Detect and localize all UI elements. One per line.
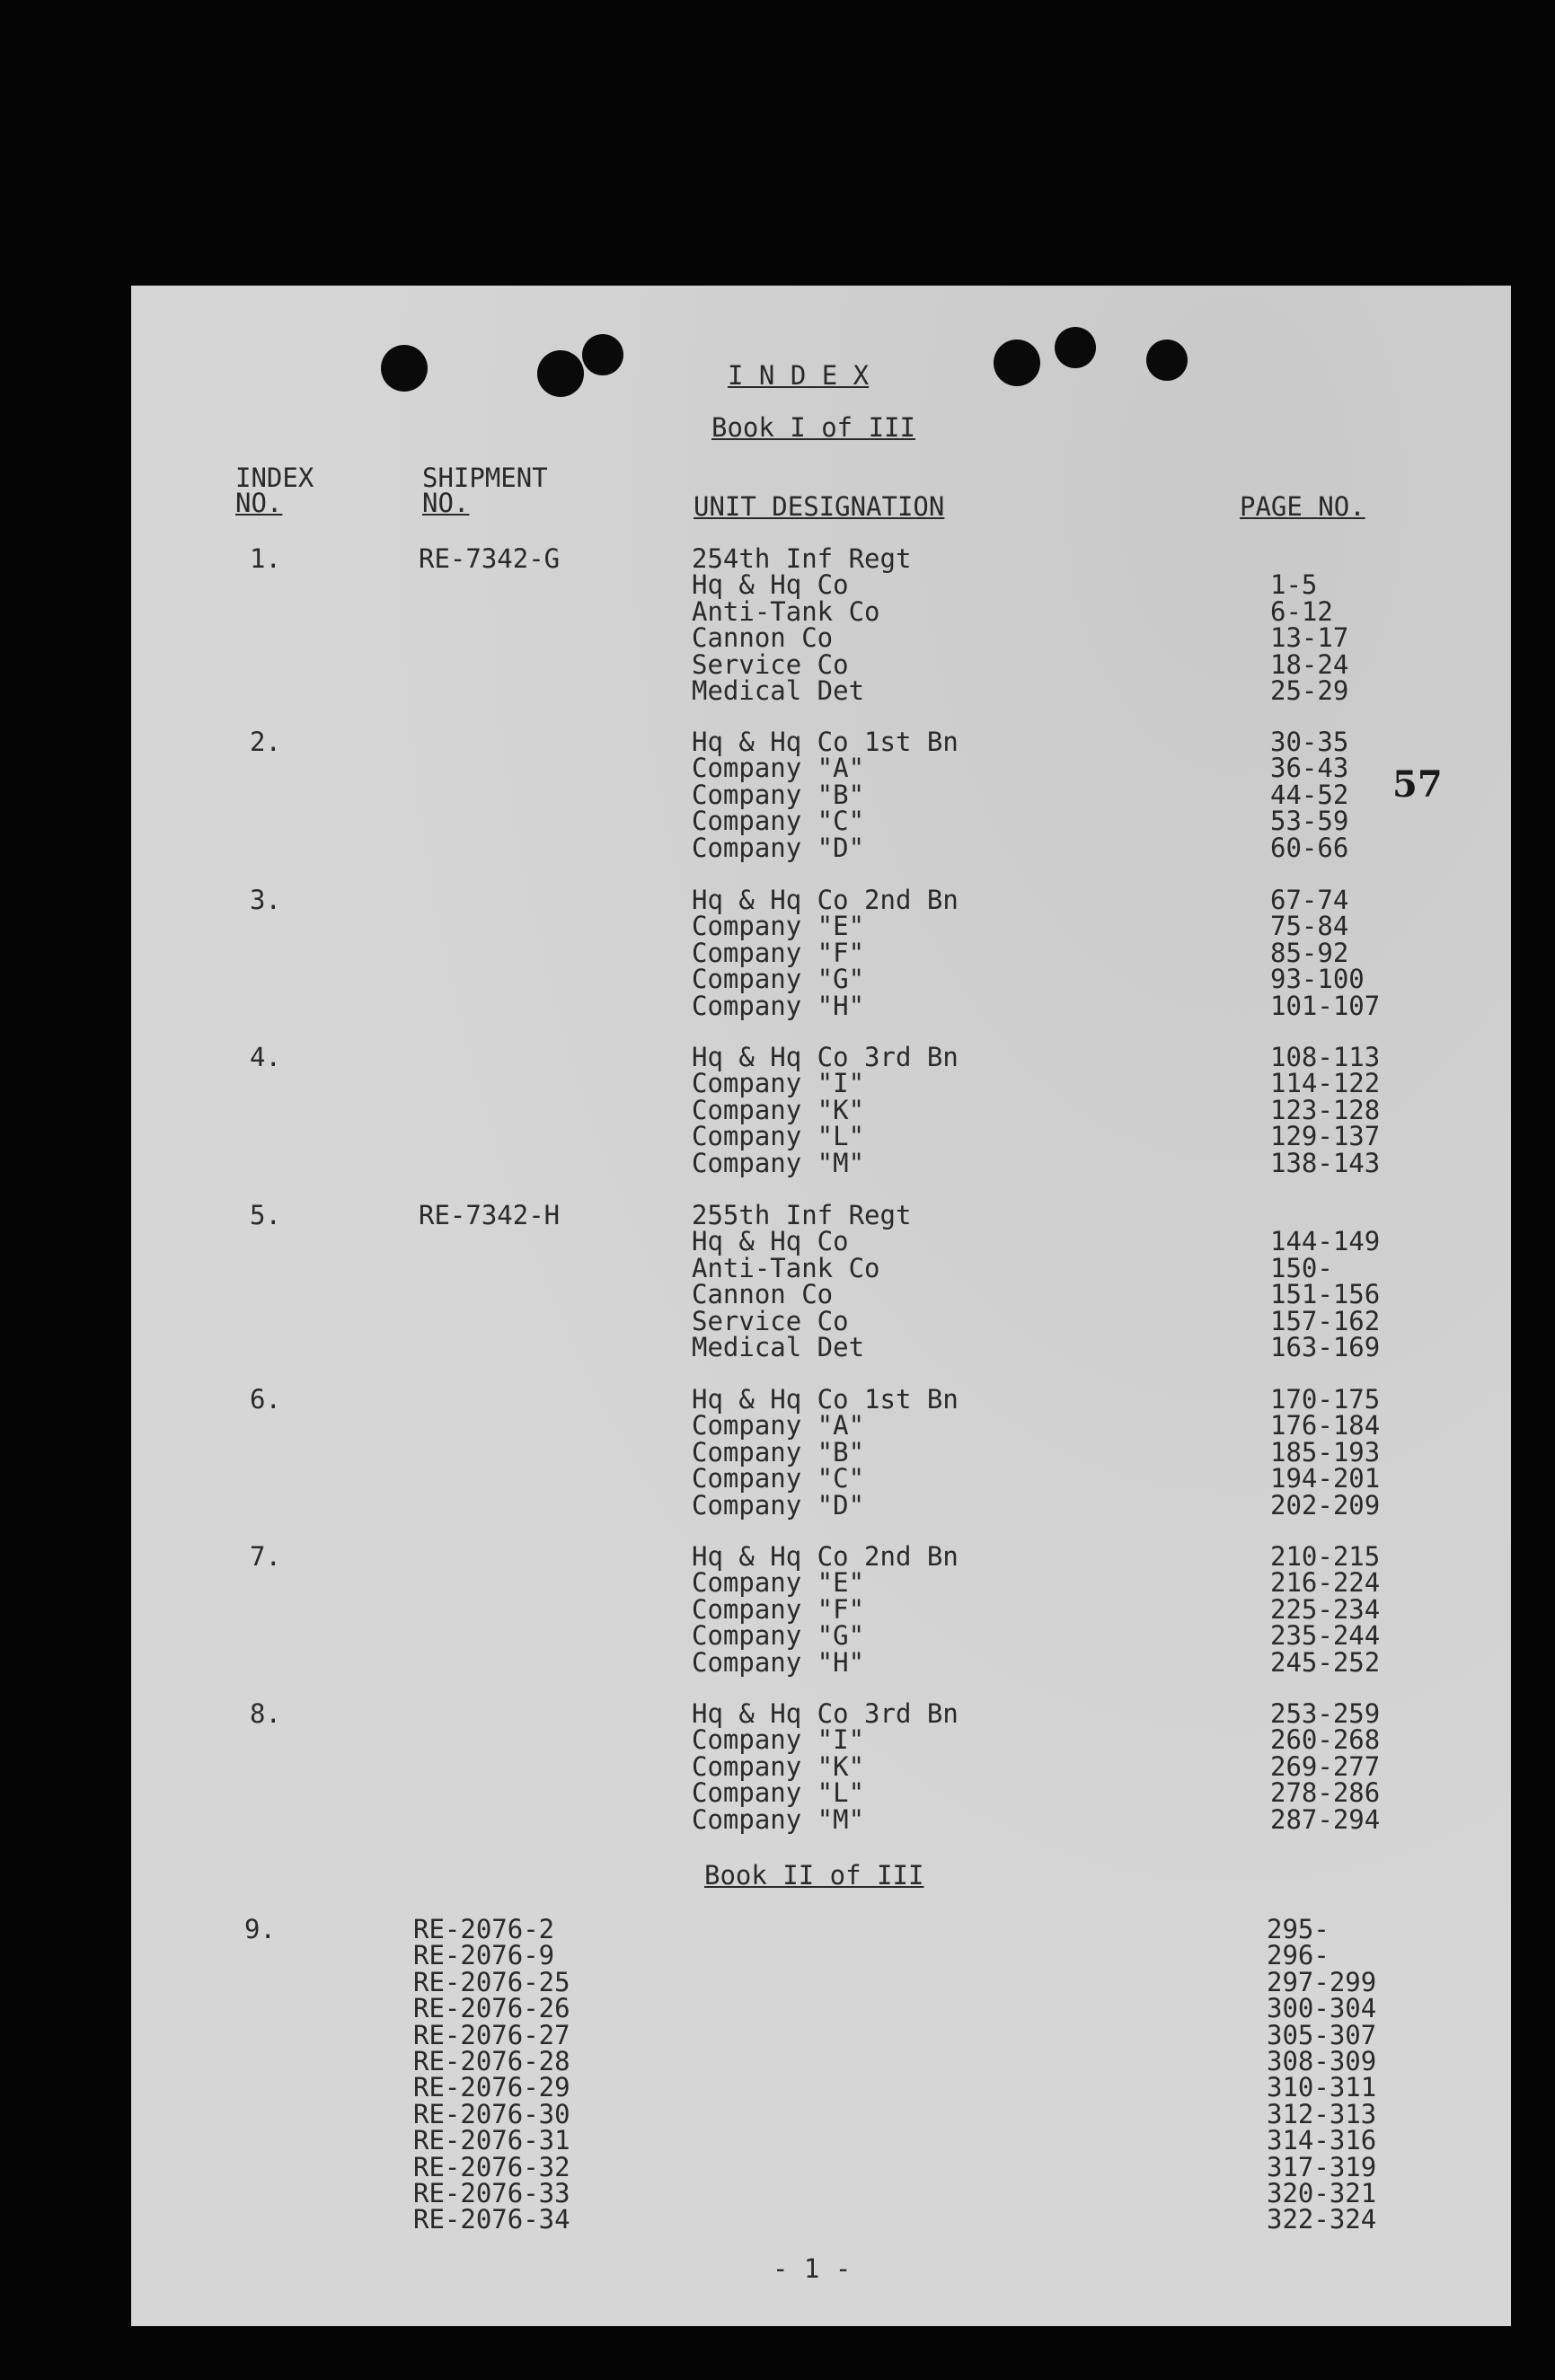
page-range: 129-137 (1270, 1121, 1381, 1152)
page-range: 44-52 (1270, 779, 1349, 810)
unit-designation: Company "A" (692, 1410, 865, 1441)
page-range: 123-128 (1270, 1094, 1381, 1125)
shipment-number: RE-2076-32 (413, 2151, 570, 2182)
page-range: 1-5 (1270, 569, 1318, 601)
unit-designation: Hq & Hq Co 1st Bn (692, 1384, 959, 1415)
shipment-number: RE-2076-2 (413, 1914, 555, 1944)
page-range: 150- (1270, 1252, 1333, 1283)
unit-designation: Anti-Tank Co (692, 1252, 880, 1283)
punch-hole (1055, 327, 1096, 368)
page-range: 6-12 (1270, 595, 1333, 627)
index-no-header-2: NO. (235, 488, 283, 518)
page-range: 297-299 (1267, 1966, 1377, 1997)
unit-designation: Company "D" (692, 1489, 865, 1521)
page-range: 314-316 (1267, 2125, 1377, 2156)
page-range: 287-294 (1270, 1803, 1381, 1835)
unit-designation: 254th Inf Regt (692, 543, 912, 574)
page-range: 305-307 (1267, 2019, 1377, 2050)
page-range: 60-66 (1270, 832, 1349, 863)
unit-designation: Company "K" (692, 1094, 865, 1125)
punch-hole (537, 350, 584, 397)
page-range: 25-29 (1270, 675, 1349, 706)
page-range: 53-59 (1270, 806, 1349, 837)
punch-hole (381, 345, 428, 392)
page-range: 245-252 (1270, 1646, 1381, 1678)
index-number: 1. (250, 543, 281, 574)
page-range: 312-313 (1267, 2098, 1377, 2129)
unit-designation: Company "I" (692, 1068, 865, 1099)
index-number: 9. (244, 1914, 276, 1944)
page-range: 225-234 (1270, 1593, 1381, 1625)
page-range: 317-319 (1267, 2151, 1377, 2182)
book-heading-1: Book I of III (711, 412, 915, 443)
shipment-number: RE-2076-33 (413, 2178, 570, 2208)
unit-designation: Company "F" (692, 1593, 865, 1625)
index-number: 8. (250, 1698, 281, 1729)
unit-designation: Company "H" (692, 990, 865, 1021)
unit-designation: Hq & Hq Co 3rd Bn (692, 1042, 959, 1072)
page-range: 300-304 (1267, 1993, 1377, 2024)
page-number: - 1 - (773, 2253, 852, 2284)
page-range: 85-92 (1270, 937, 1349, 968)
page-range: 185-193 (1270, 1436, 1381, 1468)
page-range: 163-169 (1270, 1332, 1381, 1362)
page-range: 320-321 (1267, 2178, 1377, 2208)
unit-designation: Hq & Hq Co 2nd Bn (692, 885, 959, 915)
unit-designation: Anti-Tank Co (692, 595, 880, 627)
page-range: 18-24 (1270, 648, 1349, 680)
page-range: 75-84 (1270, 911, 1349, 942)
shipment-number: RE-2076-30 (413, 2098, 570, 2129)
page-range: 176-184 (1270, 1410, 1381, 1441)
unit-designation: 255th Inf Regt (692, 1200, 912, 1230)
page-range: 260-268 (1270, 1724, 1381, 1756)
unit-designation: Hq & Hq Co 1st Bn (692, 727, 959, 757)
shipment-number: RE-2076-9 (413, 1940, 555, 1971)
unit-designation: Company "A" (692, 753, 865, 784)
page-range: 310-311 (1267, 2072, 1377, 2103)
page-range: 13-17 (1270, 622, 1349, 654)
shipment-number: RE-2076-31 (413, 2125, 570, 2156)
page-range: 170-175 (1270, 1384, 1381, 1415)
unit-designation: Company "E" (692, 911, 865, 942)
unit-designation: Company "C" (692, 1463, 865, 1494)
index-number: 5. (250, 1200, 281, 1230)
index-number: 2. (250, 727, 281, 757)
page-no-header: PAGE NO. (1240, 491, 1365, 522)
unit-designation: Cannon Co (692, 1279, 834, 1310)
book-heading-2: Book II of III (704, 1860, 924, 1891)
unit-designation: Company "M" (692, 1147, 865, 1178)
index-number: 7. (250, 1541, 281, 1572)
unit-designation: Service Co (692, 1305, 849, 1336)
page-range: 138-143 (1270, 1147, 1381, 1178)
unit-designation: Company "E" (692, 1567, 865, 1599)
page-range: 114-122 (1270, 1068, 1381, 1099)
unit-designation: Company "C" (692, 806, 865, 837)
unit-designation: Company "M" (692, 1803, 865, 1835)
page-range: 144-149 (1270, 1226, 1381, 1257)
punch-hole (582, 334, 623, 375)
page-range: 101-107 (1270, 990, 1381, 1021)
shipment-number: RE-2076-26 (413, 1993, 570, 2024)
unit-designation: Company "B" (692, 1436, 865, 1468)
index-no-header-1: INDEX (235, 463, 314, 493)
page-title: I N D E X (728, 360, 870, 391)
unit-designation: Company "D" (692, 832, 865, 863)
unit-designation: Cannon Co (692, 622, 834, 654)
page-range: 278-286 (1270, 1777, 1381, 1809)
shipment-number: RE-2076-29 (413, 2072, 570, 2103)
unit-designation: Company "K" (692, 1750, 865, 1782)
page-range: 322-324 (1267, 2204, 1377, 2235)
unit-designation: Medical Det (692, 1332, 865, 1362)
page-range: 210-215 (1270, 1541, 1381, 1572)
shipment-number: RE-7342-G (419, 543, 561, 574)
page-range: 295- (1267, 1914, 1330, 1944)
page-range: 253-259 (1270, 1698, 1381, 1729)
unit-designation: Hq & Hq Co (692, 1226, 849, 1257)
index-number: 3. (250, 885, 281, 915)
page-range: 36-43 (1270, 753, 1349, 784)
page-range: 67-74 (1270, 885, 1349, 915)
page-range: 216-224 (1270, 1567, 1381, 1599)
punch-hole (1146, 339, 1188, 381)
unit-designation: Hq & Hq Co 3rd Bn (692, 1698, 959, 1729)
unit-designation: Company "G" (692, 964, 865, 995)
page-range: 151-156 (1270, 1279, 1381, 1310)
unit-designation: Company "G" (692, 1620, 865, 1652)
shipment-number: RE-7342-H (419, 1200, 561, 1230)
unit-designation: Company "B" (692, 779, 865, 810)
shipment-no-header-1: SHIPMENT (422, 463, 548, 493)
unit-designation: Medical Det (692, 675, 865, 706)
page-range: 93-100 (1270, 964, 1365, 995)
unit-designation: Company "H" (692, 1646, 865, 1678)
page-range: 202-209 (1270, 1489, 1381, 1521)
shipment-number: RE-2076-27 (413, 2019, 570, 2050)
unit-designation: Company "F" (692, 937, 865, 968)
index-number: 6. (250, 1384, 281, 1415)
page-range: 194-201 (1270, 1463, 1381, 1494)
unit-designation: Hq & Hq Co (692, 569, 849, 601)
shipment-number: RE-2076-28 (413, 2046, 570, 2076)
shipment-number: RE-2076-25 (413, 1966, 570, 1997)
unit-designation: Company "L" (692, 1777, 865, 1809)
page-range: 235-244 (1270, 1620, 1381, 1652)
margin-note: 57 (1392, 763, 1443, 806)
page-range: 296- (1267, 1940, 1330, 1971)
page-range: 308-309 (1267, 2046, 1377, 2076)
unit-designation: Hq & Hq Co 2nd Bn (692, 1541, 959, 1572)
page-range: 108-113 (1270, 1042, 1381, 1072)
unit-designation: Service Co (692, 648, 849, 680)
index-number: 4. (250, 1042, 281, 1072)
page-range: 157-162 (1270, 1305, 1381, 1336)
page-range: 30-35 (1270, 727, 1349, 757)
punch-hole (994, 339, 1040, 386)
unit-designation-header: UNIT DESIGNATION (694, 491, 945, 522)
shipment-no-header-2: NO. (422, 488, 470, 518)
unit-designation: Company "L" (692, 1121, 865, 1152)
shipment-number: RE-2076-34 (413, 2204, 570, 2235)
unit-designation: Company "I" (692, 1724, 865, 1756)
page-range: 269-277 (1270, 1750, 1381, 1782)
